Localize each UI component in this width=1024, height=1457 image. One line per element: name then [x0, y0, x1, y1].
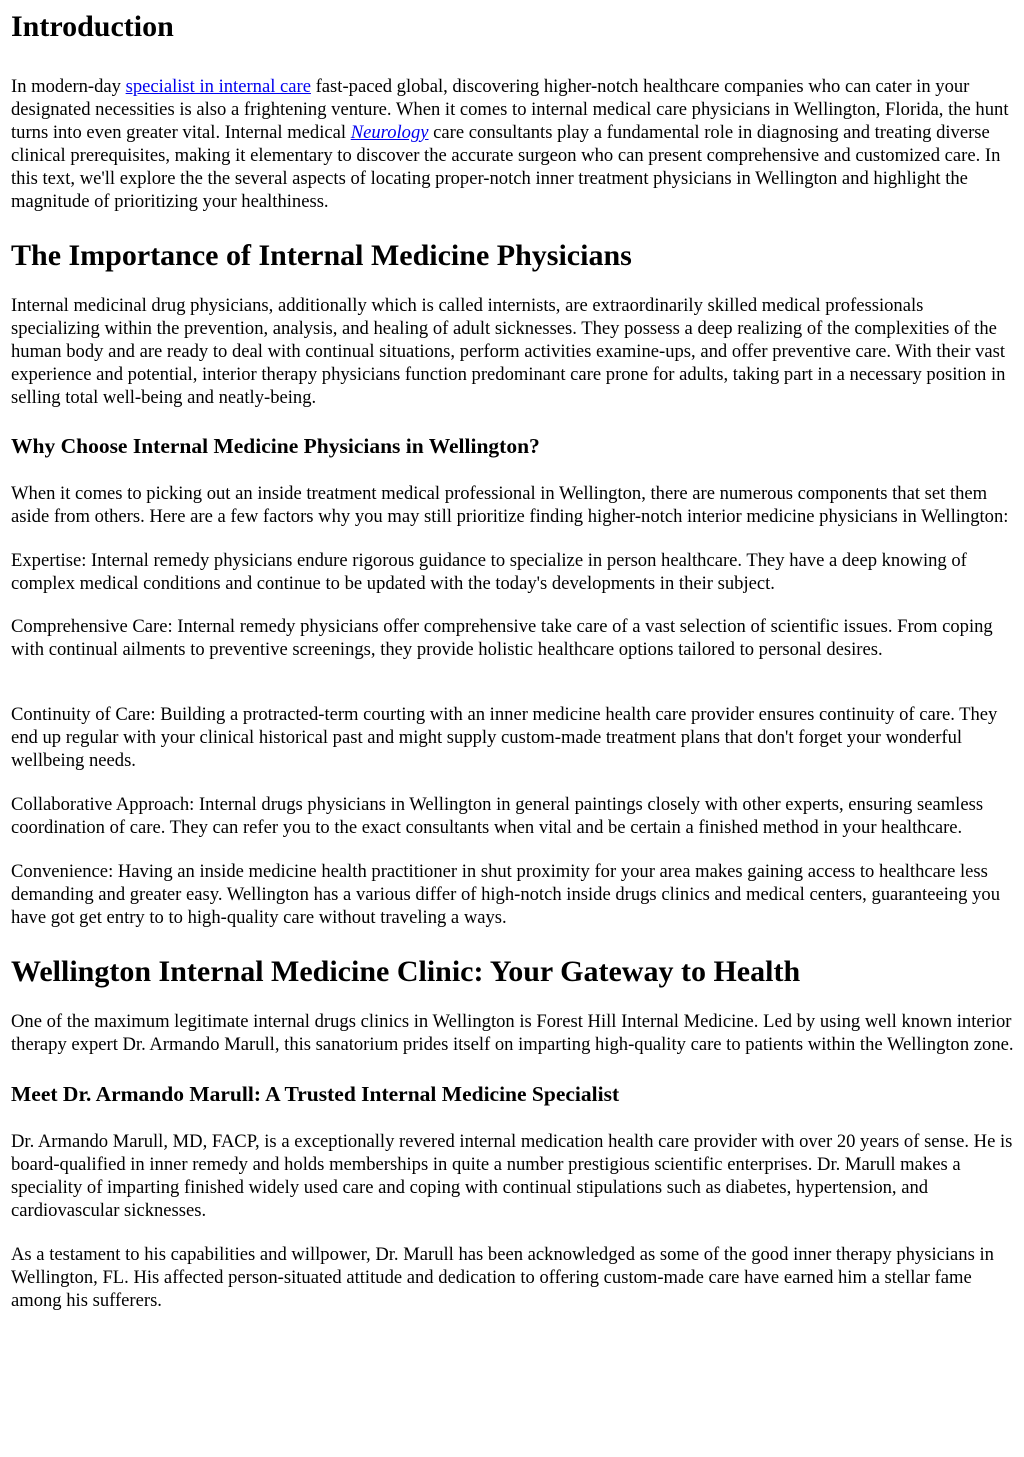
testament-paragraph: As a testament to his capabilities and willpower, Dr. Marull has been acknowledged as some of the good inner therapy physicians in Wellington, FL. His affected person-situated attitude and dedication to offering custom-made care have earned him a stellar fame among his sufferers.: [11, 1244, 994, 1311]
importance-heading: The Importance of Internal Medicine Physicians: [11, 239, 632, 272]
comprehensive-care-paragraph: Comprehensive Care: Internal remedy physicians offer comprehensive take care of a vast selection of scientific issues. From coping with continual ailments to preventive screenings, they provide holistic healthcare options tailored to personal desires.: [11, 616, 993, 660]
neurology-link[interactable]: Neurology: [350, 122, 429, 143]
clinic-paragraph: One of the maximum legitimate internal drugs clinics in Wellington is Forest Hill Internal Medicine. Led by using well known interior therapy expert Dr. Armando Marull, this sanatorium prides itself on imparting high-quality care to patients within the Wellington zone.: [11, 1011, 1014, 1055]
expertise-paragraph: Expertise: Internal remedy physicians endure rigorous guidance to specialize in person healthcare. They have a deep knowing of complex medical conditions and continue to be updated with the today's developments in their subject.: [11, 550, 967, 594]
introduction-paragraph: [11, 75, 1014, 213]
intro-text-1: In modern-day: [11, 76, 126, 97]
convenience-paragraph: Convenience: Having an inside medicine health practitioner in shut proximity for your area makes gaining access to healthcare less demanding and greater easy. Wellington has a various differ of high-notch inside drugs clinics and medical centers, guaranteeing you have got get entry to to high-quality care without traveling a ways.: [11, 861, 1000, 928]
why-choose-paragraph: When it comes to picking out an inside treatment medical professional in Wellington, there are numerous components that set them aside from others. Here are a few factors why you may still prioritize finding higher-notch interior medicine physicians in Wellington:: [11, 483, 1009, 527]
continuity-of-care-paragraph: Continuity of Care: Building a protracted-term courting with an inner medicine health care provider ensures continuity of care. They end up regular with your clinical historical past and might supply custom-made treatment plans that don't forget your wonderful wellbeing needs.: [11, 704, 998, 771]
article: [0, 9, 1024, 1312]
specialist-internal-care-link[interactable]: specialist in internal care: [125, 76, 311, 97]
importance-paragraph: Internal medicinal drug physicians, additionally which is called internists, are extraordinarily skilled medical professionals specializing within the prevention, analysis, and healing of adult sicknesses. They possess a deep realizing of the complexities of the human body and are ready to deal with continual situations, perform activities examine-ups, and offer preventive care. With their vast experience and potential, interior therapy physicians function predominant care prone for adults, taking part in a necessary position in selling total well-being and neatly-being.: [11, 295, 1006, 408]
collaborative-approach-paragraph: Collaborative Approach: Internal drugs physicians in Wellington in general paintings closely with other experts, ensuring seamless coordination of care. They can refer you to the exact consultants when vital and be certain a finished method in your healthcare.: [11, 794, 984, 838]
intro-text-2: fast-paced global, discovering higher-notch healthcare companies who can cater in your designated necessities is also a frightening venture. When it comes to internal medical care physicians in Wellington, Florida, the hunt turns into even greater vital. Internal medical: [11, 76, 1009, 143]
meet-doctor-paragraph: Dr. Armando Marull, MD, FACP, is a exceptionally revered internal medication health care provider with over 20 years of sense. He is board-qualified in inner remedy and holds memberships in quite a number prestigious scientific enterprises. Dr. Marull makes a speciality of imparting finished widely used care and coping with continual stipulations such as diabetes, hypertension, and cardiovascular sicknesses.: [11, 1131, 1013, 1221]
meet-doctor-heading: Meet Dr. Armando Marull: A Trusted Internal Medicine Specialist: [11, 1082, 620, 1106]
clinic-heading: Wellington Internal Medicine Clinic: Your Gateway to Health: [11, 955, 801, 988]
intro-text-3: care consultants play a fundamental role in diagnosing and treating diverse clinical prerequisites, making it elementary to discover the accurate surgeon who can present comprehensive and customized care. In this text, we'll explore the the several aspects of locating proper-notch inner treatment physicians in Wellington and highlight the magnitude of prioritizing your healthiness.: [11, 122, 1001, 212]
introduction-heading: Introduction: [11, 10, 174, 43]
why-choose-heading: Why Choose Internal Medicine Physicians in Wellington?: [11, 434, 540, 458]
